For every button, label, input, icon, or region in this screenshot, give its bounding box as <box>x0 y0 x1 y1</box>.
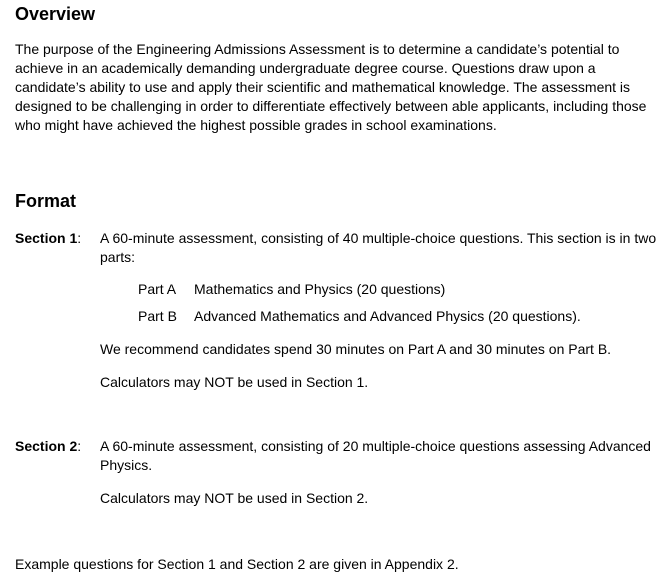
overview-heading: Overview <box>15 4 96 24</box>
section-2-label: Section 2: <box>15 438 82 454</box>
section-2-calculator-note: Calculators may NOT be used in Section 2. <box>100 490 369 506</box>
part-a-row <box>138 280 445 299</box>
section-1-description: A 60-minute assessment, consisting of 40 multiple-choice questions. This section is in two parts: <box>100 230 657 265</box>
part-b-text: Advanced Mathematics and Advanced Physics (20 questions). <box>194 308 581 324</box>
part-a-label: Part A <box>138 281 177 297</box>
part-b-row <box>138 307 581 326</box>
section-2-description: A 60-minute assessment, consisting of 20 multiple-choice questions assessing Advanced Physics. <box>100 438 651 473</box>
part-a-text: Mathematics and Physics (20 questions) <box>194 281 446 297</box>
part-b-label: Part B <box>138 308 177 324</box>
overview-paragraph: The purpose of the Engineering Admissions Assessment is to determine a candidate’s potential to achieve in an academically demanding undergraduate degree course. Questions draw upon a candidate’s ability to use and apply their scientific and mathematical knowledge. The assessment is designed to be challenging in order to differentiate effectively between able applicants, including those who might have achieved the highest possible grades in school examinations. <box>15 41 647 133</box>
section-1-recommendation: We recommend candidates spend 30 minutes on Part A and 30 minutes on Part B. <box>100 341 612 357</box>
format-heading: Format <box>15 191 77 211</box>
section-1-label: Section 1: <box>15 230 82 246</box>
appendix-note: Example questions for Section 1 and Section 2 are given in Appendix 2. <box>15 556 459 572</box>
section-1-calculator-note: Calculators may NOT be used in Section 1. <box>100 374 369 390</box>
